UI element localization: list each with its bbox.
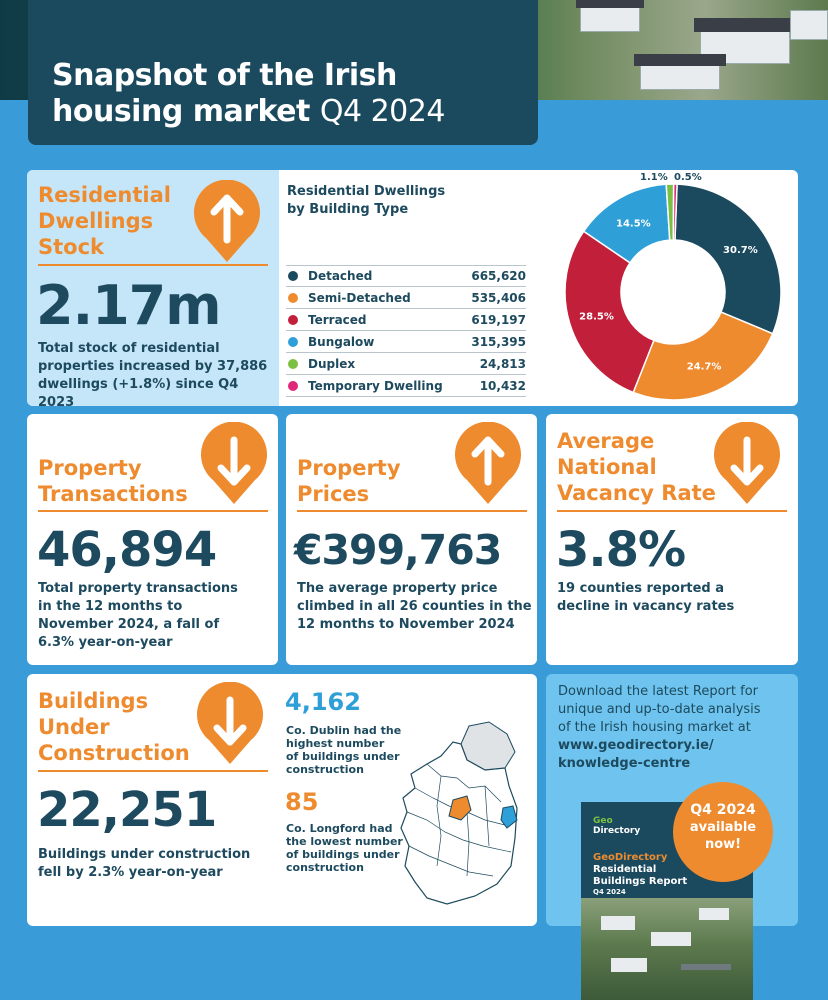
legend-dot-icon (288, 315, 298, 325)
report-logo: Geo Directory (593, 816, 641, 836)
donut-slice-semi-detached (633, 312, 772, 400)
legend-label: Detached (308, 269, 373, 283)
building-type-donut-chart (558, 180, 788, 405)
stock-value: 2.17m (36, 274, 221, 337)
roof-illustration (576, 0, 644, 8)
stock-description: Total stock of residential properties increased by 37,886 dwellings (+1.8%) since Q4 2023 (38, 341, 268, 410)
arrow-down-pin-icon (195, 682, 265, 766)
legend-row (286, 353, 526, 375)
legend-label: Duplex (308, 356, 356, 371)
house-illustration (601, 916, 635, 930)
donut-label: 24.7% (686, 361, 722, 373)
vacancy-title: Average National Vacancy Rate (557, 429, 716, 505)
pct-label-duplex: 1.1% (640, 172, 668, 183)
construction-value: 22,251 (37, 782, 217, 838)
legend-dot-icon (288, 293, 298, 303)
donut-label: 30.7% (723, 244, 758, 256)
house-illustration (580, 6, 640, 32)
house-illustration (790, 10, 828, 40)
house-illustration (640, 64, 720, 90)
legend-label: Terraced (308, 312, 367, 327)
roof-illustration (634, 54, 726, 66)
arrow-up-pin-icon (192, 180, 262, 264)
construction-card (27, 674, 537, 926)
legend-row (286, 331, 526, 353)
legend-value: 619,197 (471, 312, 526, 327)
dublin-value: 4,162 (285, 688, 361, 716)
pct-label-temporary: 0.5% (674, 172, 702, 183)
road-illustration (681, 964, 731, 970)
title-period: Q4 2024 (319, 94, 445, 129)
report-title: GeoDirectory Residential Buildings Report (593, 852, 688, 887)
legend-row (286, 375, 526, 397)
report-cover-photo (581, 898, 753, 1000)
donut-slice-detached (675, 184, 781, 334)
house-illustration (611, 958, 647, 972)
legend-row (286, 309, 526, 331)
building-type-heading: Residential Dwellings by Building Type (287, 184, 446, 217)
legend-value: 24,813 (479, 356, 526, 371)
stock-title: Residential Dwellings Stock (38, 183, 171, 259)
legend-dot-icon (288, 359, 298, 369)
divider (38, 264, 268, 266)
divider (557, 510, 787, 512)
report-period: Q4 2024 (593, 888, 626, 896)
prices-title: Property Prices (297, 456, 401, 506)
construction-title: Buildings Under Construction (38, 689, 190, 765)
title-line-1: Snapshot of the Irish (52, 58, 397, 93)
legend-value: 10,432 (479, 378, 526, 393)
download-link[interactable]: www.geodirectory.ie/ knowledge-centre (558, 738, 714, 771)
house-illustration (699, 908, 729, 920)
legend-label: Bungalow (308, 334, 375, 349)
vacancy-value: 3.8% (556, 522, 686, 578)
donut-label: 28.5% (579, 311, 614, 323)
transactions-description: Total property transactions in the 12 months to November 2024, a fall of 6.3% year-on-year (38, 581, 238, 650)
longford-description: Co. Longford had the lowest number of buildings under construction (286, 822, 403, 874)
page-title (52, 58, 514, 130)
legend-label: Semi-Detached (308, 290, 411, 305)
page-title-box (28, 0, 538, 145)
transactions-title: Property Transactions (38, 456, 188, 506)
dublin-description: Co. Dublin had the highest number of buildings under construction (286, 724, 402, 776)
prices-description: The average property price climbed in all 26 counties in the 12 months to November 2024 (297, 581, 532, 632)
divider (38, 510, 268, 512)
roof-illustration (694, 18, 794, 32)
prices-value: €399,763 (294, 526, 502, 574)
legend-row (286, 287, 526, 309)
ireland-map-icon (397, 716, 527, 916)
download-text: Download the latest Report for unique and up-to-date analysis of the Irish housing market at www.geodirectory.ie/ knowledge-centre (558, 683, 798, 773)
divider (38, 770, 268, 772)
legend-value: 535,406 (471, 290, 526, 305)
legend-dot-icon (288, 271, 298, 281)
divider (297, 510, 527, 512)
legend-dot-icon (288, 337, 298, 347)
construction-description: Buildings under construction fell by 2.3% year-on-year (38, 847, 251, 880)
legend-value: 665,620 (471, 269, 526, 283)
arrow-down-pin-icon (712, 422, 782, 506)
vacancy-description: 19 counties reported a decline in vacancy rates (557, 581, 735, 614)
legend-dot-icon (288, 381, 298, 391)
transactions-value: 46,894 (37, 522, 217, 578)
legend-value: 315,395 (471, 334, 526, 349)
longford-value: 85 (285, 788, 319, 816)
title-line-2: housing market (52, 94, 310, 129)
legend-label: Temporary Dwelling (308, 378, 443, 393)
house-illustration (651, 932, 691, 946)
arrow-down-pin-icon (199, 422, 269, 506)
legend-row (286, 265, 526, 287)
donut-label: 14.5% (616, 218, 651, 230)
available-now-badge: Q4 2024 available now! (673, 782, 773, 882)
arrow-up-pin-icon (453, 422, 523, 506)
